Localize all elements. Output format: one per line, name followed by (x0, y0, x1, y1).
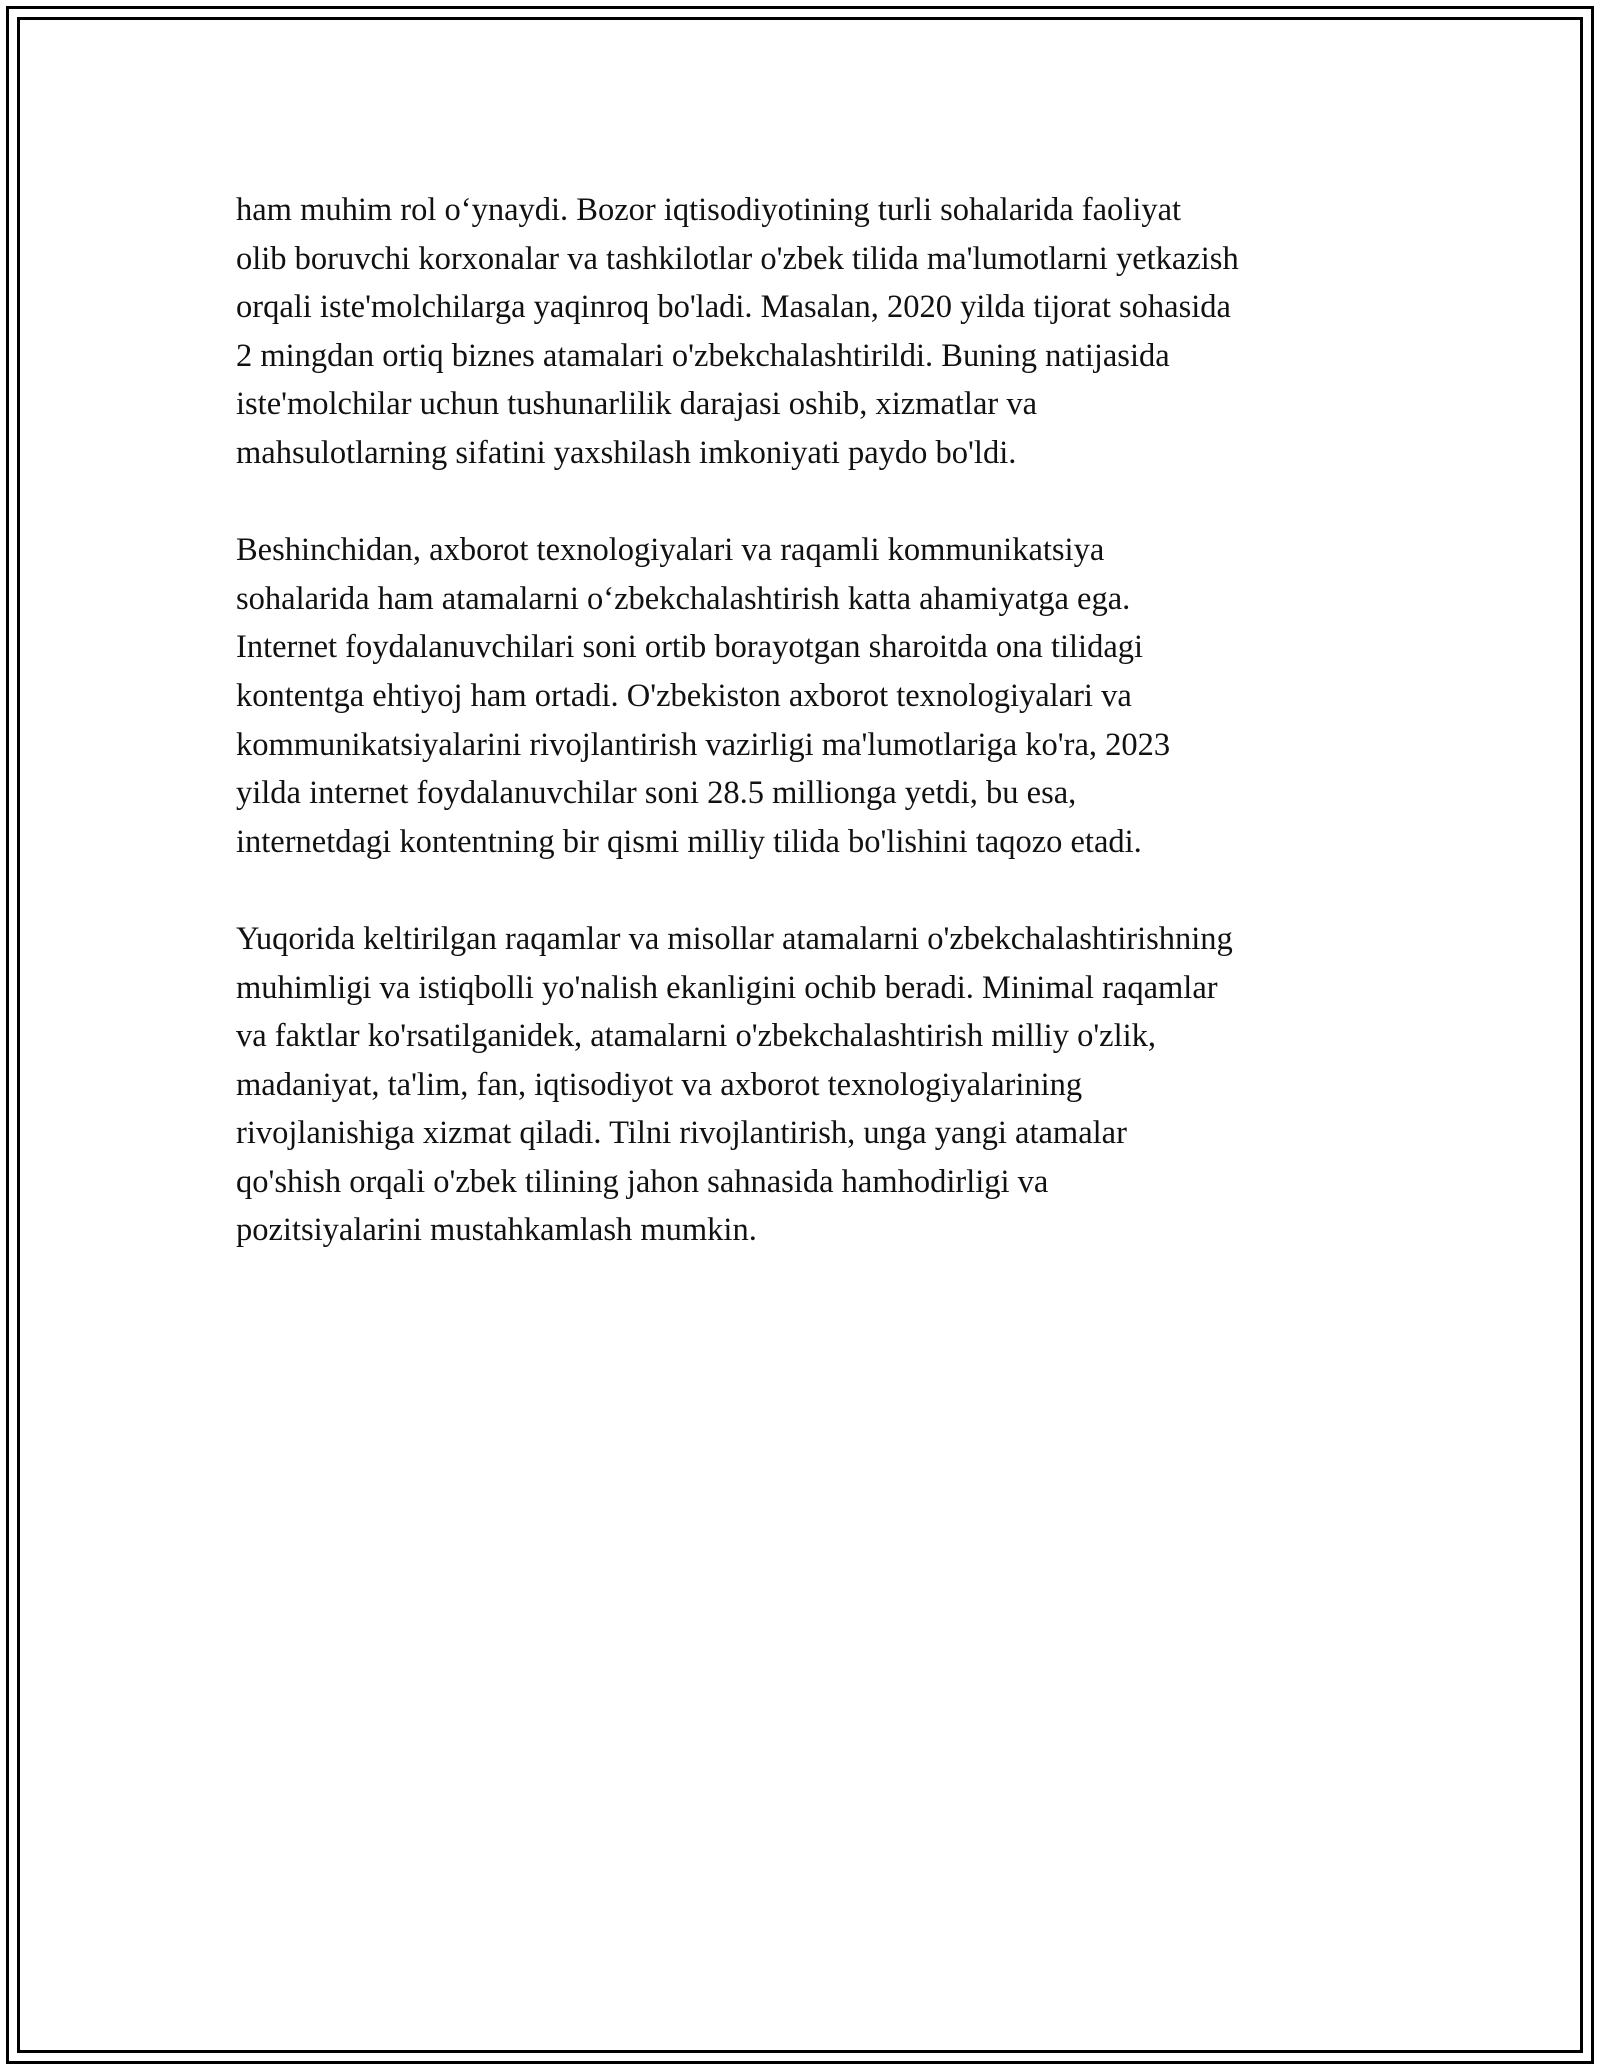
text-line: qo'shish orqali o'zbek tilining jahon sahnasida hamhodirligi va (236, 1163, 1049, 1200)
text-line: Internet foydalanuvchilari soni ortib borayotgan sharoitda ona tilidagi (236, 629, 1144, 666)
text-line: va faktlar ko'rsatilganidek, atamalarni o'zbekchalashtirish milliy o'zlik, (236, 1018, 1157, 1055)
text-line: kommunikatsiyalarini rivojlantirish vazirligi ma'lumotlariga ko'ra, 2023 (236, 726, 1171, 763)
text-line: olib boruvchi korxonalar va tashkilotlar o'zbek tilida ma'lumotlarni yetkazish (236, 240, 1239, 277)
text-line: iste'molchilar uchun tushunarlilik darajasi oshib, xizmatlar va (236, 386, 1037, 423)
text-line: orqali iste'molchilarga yaqinroq bo'ladi. Masalan, 2020 yilda tijorat sohasida (236, 289, 1231, 326)
text-line: yilda internet foydalanuvchilar soni 28.5 millionga yetdi, bu esa, (236, 775, 1077, 812)
paragraph-1 (236, 186, 1386, 478)
text-line: Yuqorida keltirilgan raqamlar va misollar atamalarni o'zbekchalashtirishning (236, 920, 1233, 957)
text-line: sohalarida ham atamalarni o‘zbekchalashtirish katta ahamiyatga ega. (236, 580, 1131, 617)
text-line: kontentga ehtiyoj ham ortadi. O'zbekiston axborot texnologiyalari va (236, 677, 1132, 714)
text-line: 2 mingdan ortiq biznes atamalari o'zbekchalashtirildi. Buning natijasida (236, 337, 1170, 374)
text-line: ham muhim rol o‘ynaydi. Bozor iqtisodiyotining turli sohalarida faoliyat (236, 192, 1182, 228)
document-body (236, 186, 1386, 1304)
text-line: pozitsiyalarini mustahkamlash mumkin. (236, 1212, 757, 1249)
text-line: mahsulotlarning sifatini yaxshilash imkoniyati paydo bo'ldi. (236, 434, 1017, 471)
text-line: rivojlanishiga xizmat qiladi. Tilni rivojlantirish, unga yangi atamalar (236, 1115, 1127, 1152)
text-line: internetdagi kontentning bir qismi milliy tilida bo'lishini taqozo etadi. (236, 823, 1142, 860)
text-line: muhimligi va istiqbolli yo'nalish ekanligini ochib beradi. Minimal raqamlar (236, 969, 1218, 1006)
text-line: Beshinchidan, axborot texnologiyalari va raqamli kommunikatsiya (236, 532, 1105, 569)
paragraph-2 (236, 526, 1386, 866)
text-line: madaniyat, ta'lim, fan, iqtisodiyot va axborot texnologiyalarining (236, 1066, 1083, 1103)
paragraph-3 (236, 915, 1386, 1255)
